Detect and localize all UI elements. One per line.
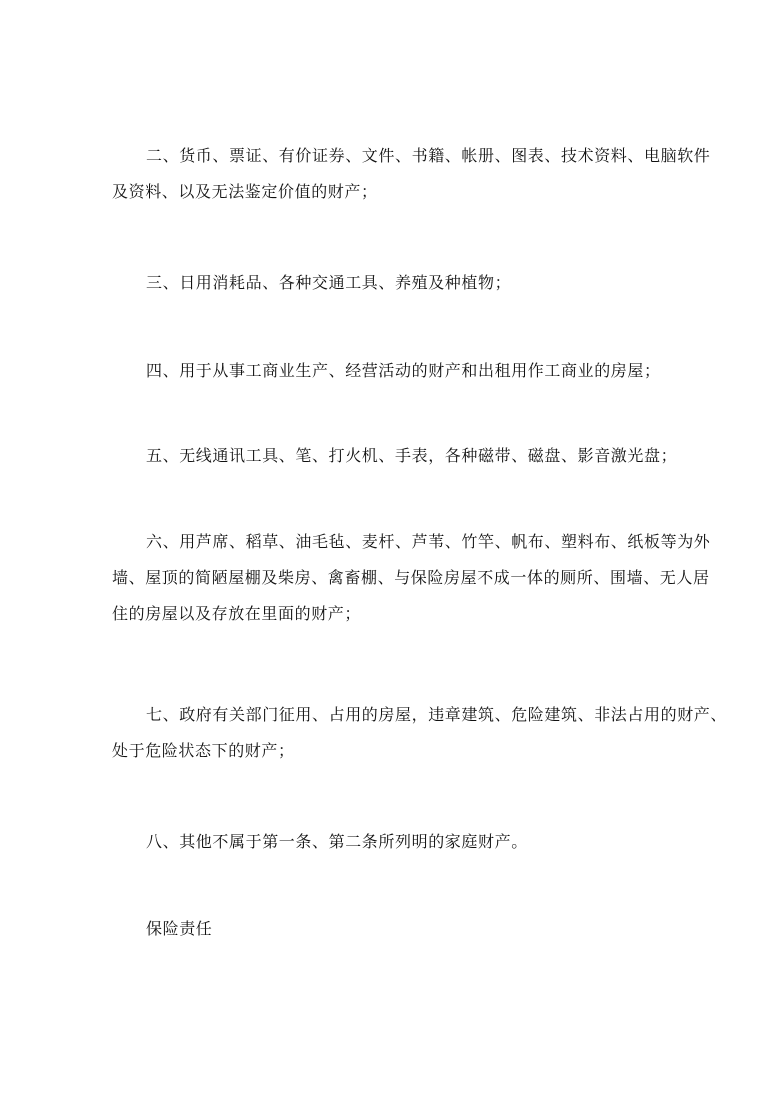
paragraph-line: 四、用于从事工商业生产、经营活动的财产和出租用作工商业的房屋；: [146, 361, 661, 380]
paragraph-line: 处于危险状态下的财产；: [112, 741, 295, 760]
paragraph-item-4: [112, 353, 672, 389]
paragraph-line: 五、无线通讯工具、笔、打火机、手表，各种磁带、磁盘、影音激光盘；: [146, 446, 678, 465]
paragraph-item-7: [112, 697, 728, 769]
paragraph-line: 七、政府有关部门征用、占用的房屋，违章建筑、危险建筑、非法占用的财产、: [146, 705, 728, 724]
paragraph-item-2: [112, 138, 711, 210]
paragraph-line: 八、其他不属于第一条、第二条所列明的家庭财产。: [146, 832, 528, 851]
paragraph-line: 二、货币、票证、有价证券、文件、书籍、帐册、图表、技术资料、电脑软件: [146, 146, 711, 165]
paragraph-item-8: [112, 824, 672, 860]
paragraph-line: 住的房屋以及存放在里面的财产；: [112, 604, 362, 623]
paragraph-item-6: [112, 524, 711, 632]
paragraph-item-3: [112, 265, 672, 301]
paragraph-line: 六、用芦席、稻草、油毛毡、麦杆、芦苇、竹竿、帆布、塑料布、纸板等为外: [146, 532, 711, 551]
paragraph-item-5: [112, 438, 678, 474]
section-heading: 保险责任: [146, 919, 213, 938]
paragraph-line: 墙、屋顶的简陋屋棚及柴房、禽畜棚、与保险房屋不成一体的厕所、围墙、无人居: [112, 568, 710, 587]
paragraph-line: 及资料、以及无法鉴定价值的财产；: [112, 182, 378, 201]
paragraph-line: 三、日用消耗品、各种交通工具、养殖及种植物；: [146, 273, 512, 292]
